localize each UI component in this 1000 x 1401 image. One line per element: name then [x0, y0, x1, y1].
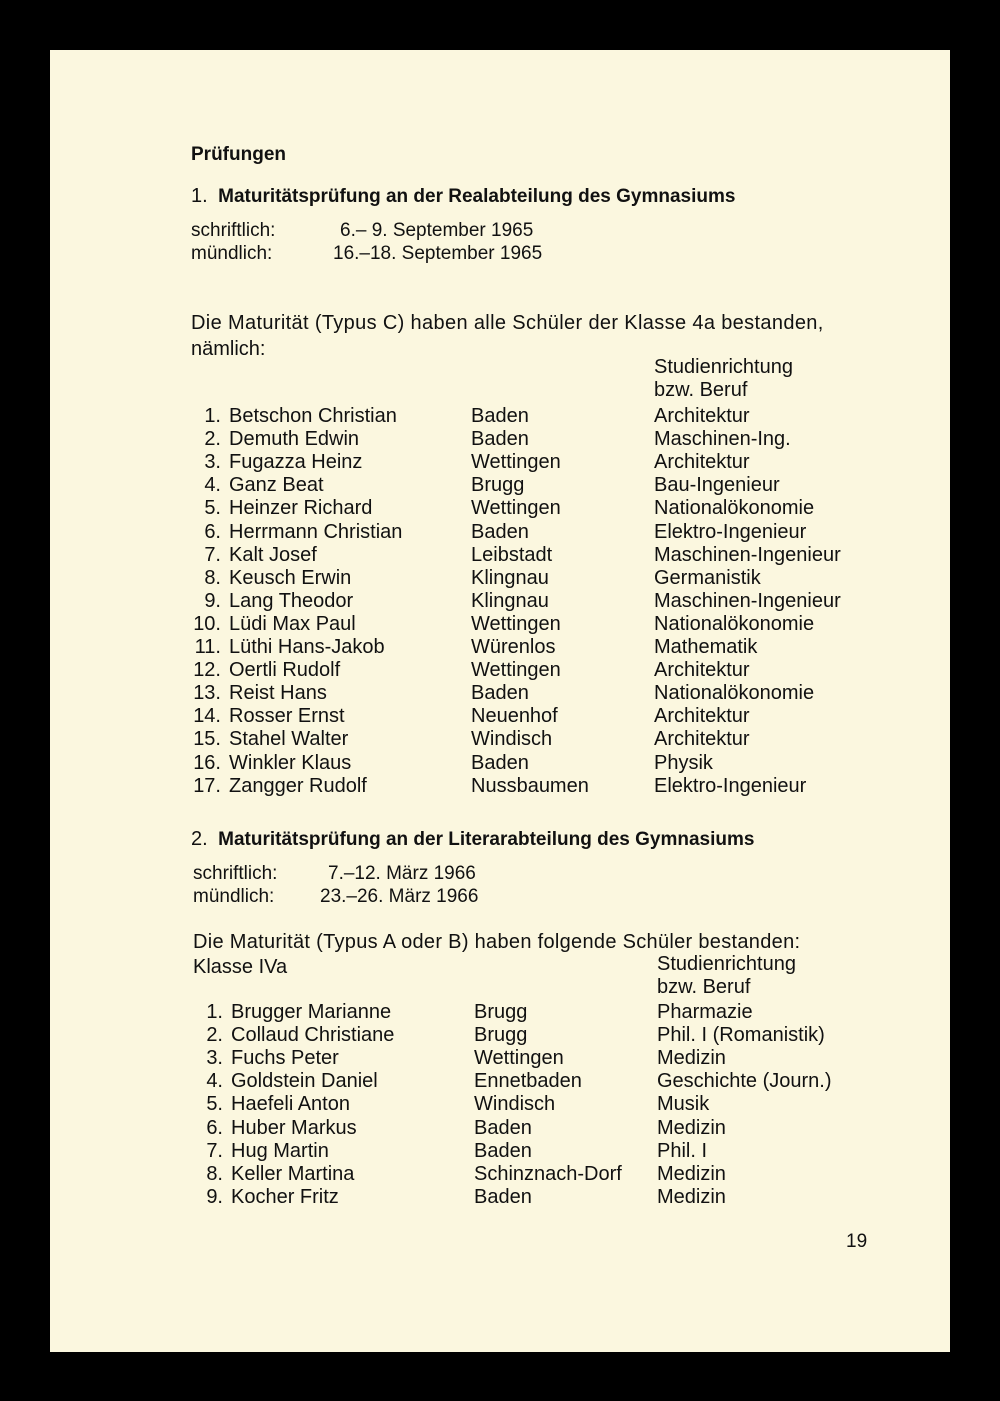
- student-name: Keusch Erwin: [229, 566, 352, 589]
- student-row: [50, 1117, 950, 1140]
- student-row: [50, 1024, 950, 1047]
- student-number: 9.: [204, 589, 221, 612]
- section2-class-label: Klasse IVa: [193, 956, 288, 978]
- student-place: Wettingen: [471, 451, 561, 474]
- student-row: [50, 1070, 950, 1093]
- student-field: Nationalökonomie: [654, 612, 815, 635]
- section1-intro-line1: Die Maturität (Typus C) haben alle Schüler der Klasse 4a bestanden,: [191, 312, 824, 334]
- student-place: Wettingen: [474, 1047, 564, 1070]
- student-name: Heinzer Richard: [229, 497, 373, 520]
- student-field: Elektro-Ingenieur: [654, 520, 807, 543]
- page-heading: Prüfungen: [191, 144, 286, 165]
- student-number: 6.: [206, 1116, 223, 1139]
- section2-oral-label: mündlich:: [193, 886, 275, 907]
- student-number: 10.: [193, 612, 221, 635]
- student-name: Goldstein Daniel: [231, 1070, 378, 1093]
- student-row: [50, 451, 950, 474]
- student-name: Lüthi Hans-Jakob: [229, 636, 385, 658]
- section1-column-header-line2: bzw. Beruf: [654, 379, 748, 401]
- student-name: Winkler Klaus: [229, 751, 352, 774]
- student-field: Architektur: [654, 659, 750, 682]
- student-row: [50, 428, 950, 451]
- student-name: Ganz Beat: [229, 474, 324, 497]
- student-field: Maschinen-Ing.: [654, 428, 791, 451]
- student-row: [50, 590, 950, 613]
- section2-number: 2.: [191, 828, 208, 850]
- student-row: [50, 1140, 950, 1163]
- document-page: [50, 50, 950, 1352]
- student-number: 11.: [194, 636, 221, 658]
- student-row: [50, 521, 950, 544]
- student-place: Baden: [471, 520, 529, 543]
- page-number: 19: [846, 1231, 868, 1252]
- student-name: Lang Theodor: [229, 589, 354, 612]
- student-place: Baden: [471, 405, 529, 427]
- section2-written-label: schriftlich:: [193, 863, 278, 884]
- student-field: Maschinen-Ingenieur: [654, 543, 841, 566]
- section2-title: Maturitätsprüfung an der Literarabteilung des Gymnasiums: [218, 829, 755, 850]
- student-name: Herrmann Christian: [229, 520, 403, 543]
- student-name: Brugger Marianne: [231, 1001, 392, 1023]
- student-field: Architektur: [654, 728, 750, 751]
- student-name: Zangger Rudolf: [229, 774, 367, 797]
- student-place: Wettingen: [471, 659, 561, 682]
- student-field: Geschichte (Journ.): [657, 1070, 832, 1093]
- section1-column-header-line1: Studienrichtung: [654, 356, 793, 378]
- student-place: Würenlos: [471, 636, 556, 658]
- student-number: 5.: [206, 1093, 223, 1116]
- student-row: [50, 752, 950, 775]
- student-field: Mathematik: [654, 636, 758, 658]
- section2-column-header-line2: bzw. Beruf: [657, 976, 751, 998]
- student-row: [50, 405, 950, 428]
- student-field: Medizin: [657, 1162, 726, 1185]
- student-field: Medizin: [657, 1116, 726, 1139]
- student-field: Maschinen-Ingenieur: [654, 589, 841, 612]
- student-name: Demuth Edwin: [229, 428, 360, 451]
- student-field: Nationalökonomie: [654, 497, 815, 520]
- student-place: Wettingen: [471, 612, 561, 635]
- student-name: Huber Markus: [231, 1116, 357, 1139]
- student-place: Brugg: [474, 1024, 528, 1047]
- student-row: [50, 1186, 950, 1209]
- section1-header: [191, 185, 735, 208]
- student-place: Brugg: [474, 1001, 528, 1023]
- student-name: Fugazza Heinz: [229, 451, 363, 474]
- student-row: [50, 613, 950, 636]
- student-field: Phil. I: [657, 1139, 708, 1162]
- student-name: Kalt Josef: [229, 543, 317, 566]
- student-row: [50, 682, 950, 705]
- student-row: [50, 1093, 950, 1116]
- student-name: Stahel Walter: [229, 728, 349, 751]
- student-place: Baden: [471, 682, 529, 705]
- student-place: Windisch: [471, 728, 553, 751]
- student-field: Bau-Ingenieur: [654, 474, 780, 497]
- student-number: 8.: [204, 566, 221, 589]
- section1-intro-line2: nämlich:: [191, 338, 266, 360]
- student-row: [50, 474, 950, 497]
- student-field: Pharmazie: [657, 1001, 753, 1023]
- student-number: 1.: [204, 405, 221, 427]
- student-field: Elektro-Ingenieur: [654, 774, 807, 797]
- section1-title: Maturitätsprüfung an der Realabteilung des Gymnasiums: [218, 186, 736, 207]
- section1-written-dates: 6.– 9. September 1965: [340, 220, 534, 241]
- student-number: 2.: [204, 428, 221, 451]
- section2-header: [191, 828, 754, 851]
- student-name: Fuchs Peter: [231, 1047, 339, 1070]
- student-row: [50, 1047, 950, 1070]
- student-number: 14.: [193, 705, 221, 728]
- student-name: Hug Martin: [231, 1139, 329, 1162]
- student-place: Baden: [471, 428, 529, 451]
- student-row: [50, 705, 950, 728]
- section1-number: 1.: [191, 185, 208, 207]
- student-name: Lüdi Max Paul: [229, 612, 356, 635]
- student-name: Collaud Christiane: [231, 1024, 395, 1047]
- student-number: 7.: [206, 1139, 223, 1162]
- student-field: Musik: [657, 1093, 710, 1116]
- student-place: Baden: [471, 751, 529, 774]
- student-number: 6.: [204, 520, 221, 543]
- student-row: [50, 1001, 950, 1024]
- student-number: 3.: [206, 1047, 223, 1070]
- student-name: Oertli Rudolf: [229, 659, 341, 682]
- student-place: Baden: [474, 1185, 532, 1208]
- student-place: Schinznach-Dorf: [474, 1162, 622, 1185]
- student-number: 15.: [193, 728, 221, 751]
- student-field: Architektur: [654, 405, 750, 427]
- student-number: 4.: [204, 474, 221, 497]
- section2-written-dates: 7.–12. März 1966: [328, 863, 476, 884]
- student-field: Medizin: [657, 1185, 726, 1208]
- student-number: 13.: [193, 682, 221, 705]
- student-row: [50, 1163, 950, 1186]
- student-place: Leibstadt: [471, 543, 553, 566]
- student-field: Architektur: [654, 705, 750, 728]
- student-row: [50, 497, 950, 520]
- student-number: 3.: [204, 451, 221, 474]
- student-place: Wettingen: [471, 497, 561, 520]
- section1-oral-dates: 16.–18. September 1965: [333, 243, 543, 264]
- student-place: Klingnau: [471, 566, 549, 589]
- student-place: Brugg: [471, 474, 525, 497]
- student-name: Rosser Ernst: [229, 705, 345, 728]
- student-number: 5.: [204, 497, 221, 520]
- student-field: Nationalökonomie: [654, 682, 815, 705]
- student-row: [50, 636, 950, 659]
- student-name: Reist Hans: [229, 682, 327, 705]
- section1-written-label: schriftlich:: [191, 220, 276, 241]
- student-place: Nussbaumen: [471, 774, 589, 797]
- student-place: Baden: [474, 1139, 532, 1162]
- student-place: Neuenhof: [471, 705, 558, 728]
- student-row: [50, 775, 950, 798]
- student-field: Phil. I (Romanistik): [657, 1024, 825, 1047]
- student-number: 9.: [206, 1185, 223, 1208]
- student-row: [50, 728, 950, 751]
- student-place: Windisch: [474, 1093, 556, 1116]
- student-field: Architektur: [654, 451, 750, 474]
- student-place: Klingnau: [471, 589, 549, 612]
- student-name: Betschon Christian: [229, 405, 397, 427]
- student-place: Ennetbaden: [474, 1070, 582, 1093]
- section2-column-header-line1: Studienrichtung: [657, 953, 796, 975]
- student-number: 4.: [206, 1070, 223, 1093]
- section1-oral-label: mündlich:: [191, 243, 273, 264]
- section2-intro-line1: Die Maturität (Typus A oder B) haben folgende Schüler bestanden:: [193, 931, 801, 953]
- student-number: 16.: [193, 751, 221, 774]
- student-row: [50, 544, 950, 567]
- student-number: 8.: [206, 1162, 223, 1185]
- section2-oral-dates: 23.–26. März 1966: [320, 886, 479, 907]
- student-name: Keller Martina: [231, 1162, 355, 1185]
- student-number: 1.: [206, 1001, 223, 1023]
- student-place: Baden: [474, 1116, 532, 1139]
- student-field: Germanistik: [654, 566, 761, 589]
- student-name: Haefeli Anton: [231, 1093, 350, 1116]
- student-number: 2.: [206, 1024, 223, 1047]
- student-field: Physik: [654, 751, 713, 774]
- student-number: 12.: [193, 659, 221, 682]
- student-row: [50, 659, 950, 682]
- student-number: 17.: [193, 774, 221, 797]
- student-name: Kocher Fritz: [231, 1185, 339, 1208]
- student-number: 7.: [204, 543, 221, 566]
- student-field: Medizin: [657, 1047, 726, 1070]
- student-row: [50, 567, 950, 590]
